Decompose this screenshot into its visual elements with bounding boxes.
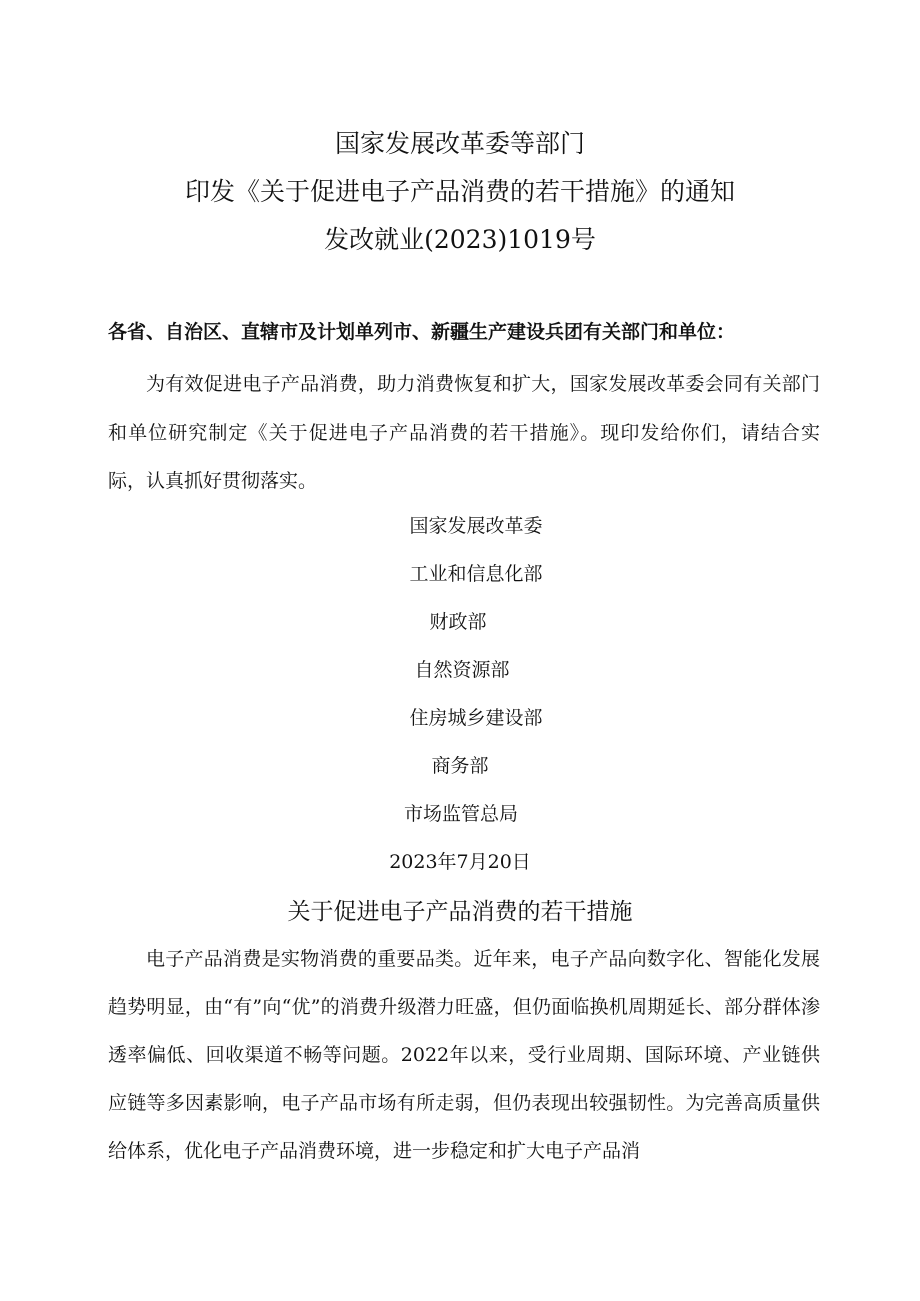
addressee: 各省、自治区、直辖市及计划单列市、新疆生产建设兵团有关部门和单位：: [108, 321, 736, 343]
measures-title: 关于促进电子产品消费的若干措施: [287, 899, 633, 925]
issuer-mofcom: 商务部: [431, 755, 489, 777]
issuer-miit: 工业和信息化部: [409, 563, 543, 585]
notice-title-line-1: 国家发展改革委等部门: [334, 129, 585, 158]
notice-title-line-2: 印发《关于促进电子产品消费的若干措施》的通知: [184, 177, 735, 206]
notice-body-paragraph: 为有效促进电子产品消费，助力消费恢复和扩大，国家发展改革委会同有关部门和单位研究制定《关于促进电子产品消费的若干措施》。现印发给你们，请结合实际，认真抓好贯彻落实。: [108, 373, 820, 492]
issuer-samr: 市场监管总局: [403, 803, 518, 825]
measures-intro-paragraph: 电子产品消费是实物消费的重要品类。近年来，电子产品向数字化、智能化发展趋势明显，由“有”向“优”的消费升级潜力旺盛，但仍面临换机周期延长、部分群体渗透率偏低、回收渠道不畅等问题。2022年以来，受行业周期、国际环境、产业链供应链等多因素影响，电子产品市场有所走弱，但仍表现出较强韧性。为完善高质量供给体系，优化电子产品消费环境，进一步稳定和扩大电子产品消: [108, 948, 820, 1162]
issue-date: 2023年7月20日: [389, 851, 531, 873]
issuer-mof: 财政部: [429, 611, 487, 633]
document-number: 发改就业(2023)1019号: [324, 225, 596, 254]
issuer-mohurd: 住房城乡建设部: [409, 707, 543, 729]
issuer-mnr: 自然资源部: [414, 659, 510, 681]
issuer-ndrc: 国家发展改革委: [409, 515, 543, 537]
